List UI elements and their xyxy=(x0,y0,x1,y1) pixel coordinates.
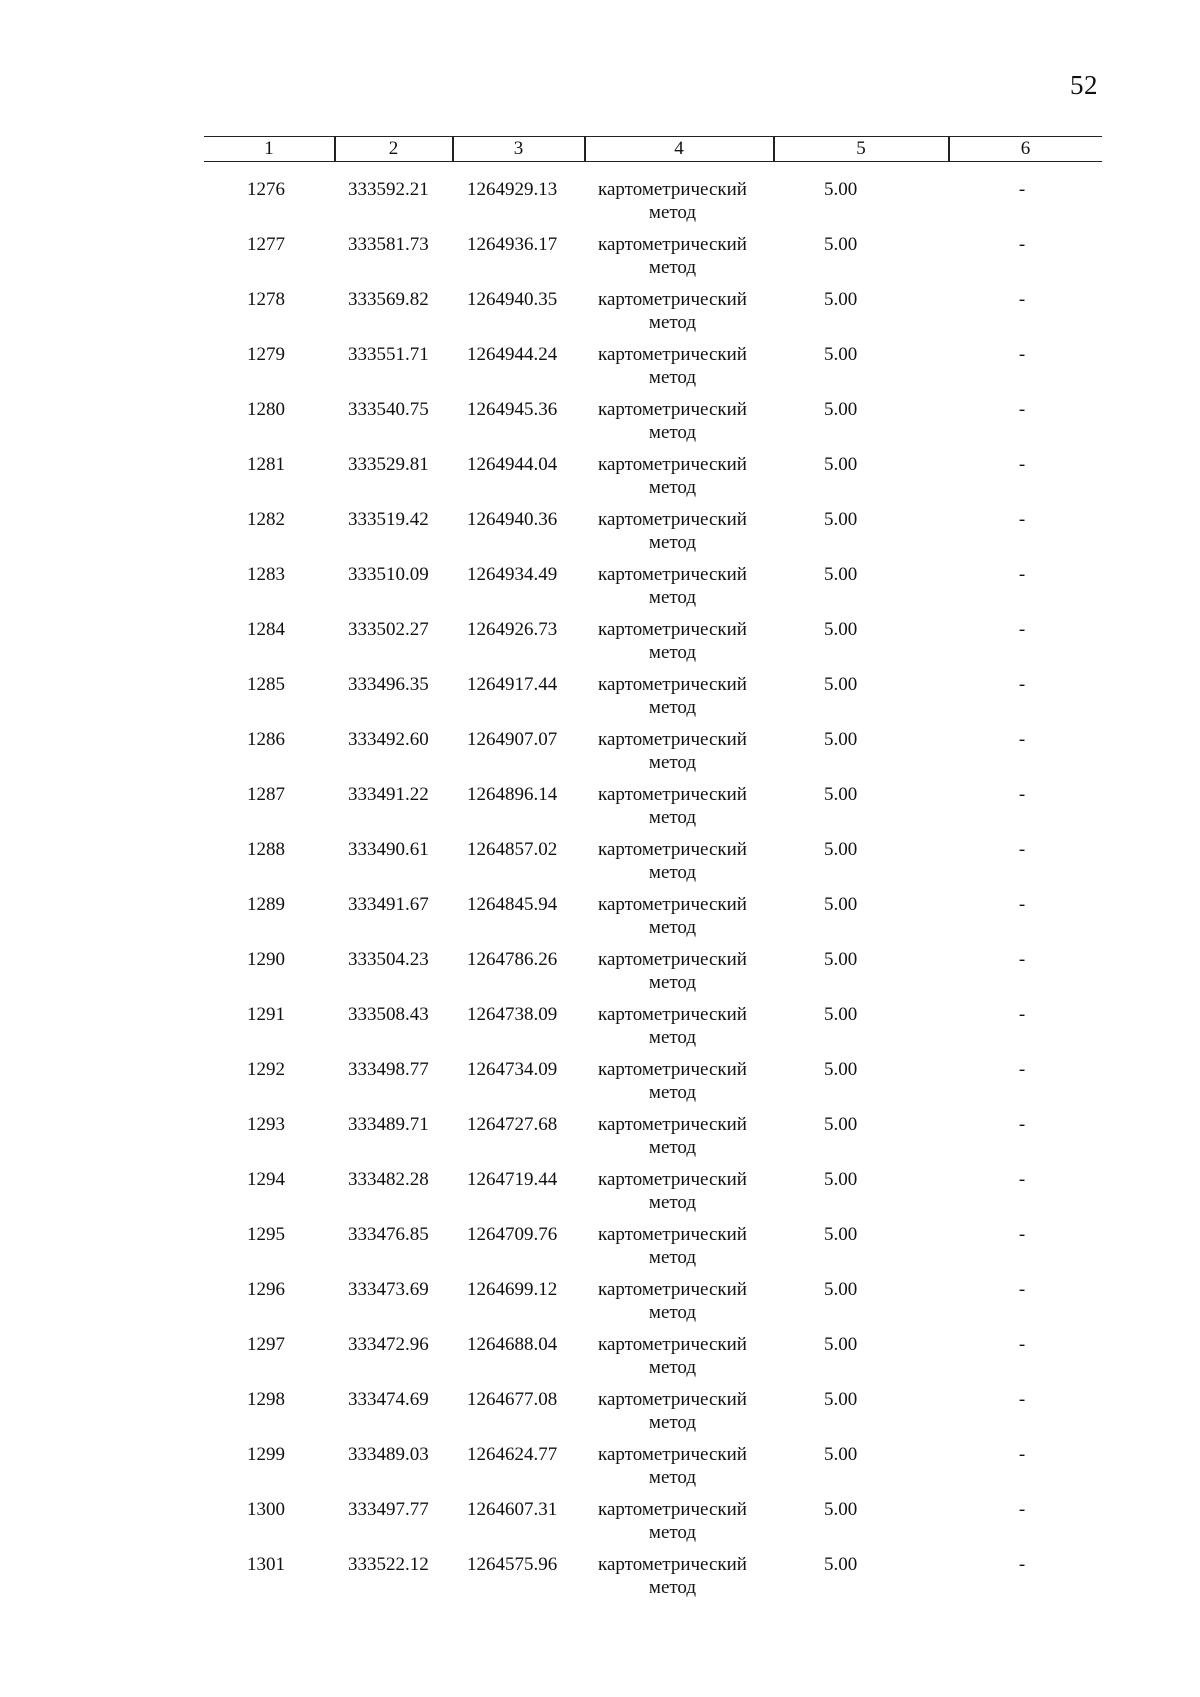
method-line-2: метод xyxy=(648,1412,697,1433)
note-cell: - xyxy=(1018,1444,1026,1465)
y-coordinate-cell: 1264917.44 xyxy=(467,674,558,695)
method-line-1: картометрический xyxy=(598,1169,747,1190)
table-row xyxy=(0,1052,1200,1107)
header-col-3: 3 xyxy=(513,138,524,159)
note-cell: - xyxy=(1018,784,1026,805)
table-row xyxy=(0,392,1200,447)
method-line-1: картометрический xyxy=(598,1224,747,1245)
point-number-cell: 1299 xyxy=(247,1444,285,1465)
point-number-cell: 1300 xyxy=(247,1499,285,1520)
method-cell xyxy=(585,728,760,774)
accuracy-cell: 5.00 xyxy=(824,839,858,860)
method-line-1: картометрический xyxy=(598,1444,747,1465)
accuracy-cell: 5.00 xyxy=(824,399,858,420)
note-cell: - xyxy=(1018,839,1026,860)
method-line-1: картометрический xyxy=(598,399,747,420)
note-cell: - xyxy=(1018,619,1026,640)
method-line-1: картометрический xyxy=(598,674,747,695)
point-number-cell: 1286 xyxy=(247,729,285,750)
table-row xyxy=(0,1437,1200,1492)
accuracy-cell: 5.00 xyxy=(824,179,858,200)
x-coordinate-cell: 333551.71 xyxy=(348,344,429,365)
method-cell xyxy=(585,233,760,279)
table-row xyxy=(0,612,1200,667)
point-number-cell: 1287 xyxy=(247,784,285,805)
method-cell xyxy=(585,838,760,884)
note-cell: - xyxy=(1018,1169,1026,1190)
method-cell xyxy=(585,1003,760,1049)
method-line-1: картометрический xyxy=(598,179,747,200)
note-cell: - xyxy=(1018,564,1026,585)
table-row xyxy=(0,227,1200,282)
point-number-cell: 1289 xyxy=(247,894,285,915)
method-line-2: метод xyxy=(648,1027,697,1048)
point-number-cell: 1297 xyxy=(247,1334,285,1355)
table-row xyxy=(0,942,1200,997)
note-cell: - xyxy=(1018,454,1026,475)
accuracy-cell: 5.00 xyxy=(824,344,858,365)
x-coordinate-cell: 333491.22 xyxy=(348,784,429,805)
table-row xyxy=(0,337,1200,392)
accuracy-cell: 5.00 xyxy=(824,1059,858,1080)
x-coordinate-cell: 333482.28 xyxy=(348,1169,429,1190)
point-number-cell: 1278 xyxy=(247,289,285,310)
y-coordinate-cell: 1264699.12 xyxy=(467,1279,558,1300)
table-row xyxy=(0,777,1200,832)
accuracy-cell: 5.00 xyxy=(824,1169,858,1190)
method-line-2: метод xyxy=(648,257,697,278)
method-cell xyxy=(585,1553,760,1599)
method-line-2: метод xyxy=(648,1082,697,1103)
y-coordinate-cell: 1264940.36 xyxy=(467,509,558,530)
y-coordinate-cell: 1264738.09 xyxy=(467,1004,558,1025)
point-number-cell: 1283 xyxy=(247,564,285,585)
accuracy-cell: 5.00 xyxy=(824,1554,858,1575)
x-coordinate-cell: 333490.61 xyxy=(348,839,429,860)
table-row xyxy=(0,282,1200,337)
table-row xyxy=(0,447,1200,502)
y-coordinate-cell: 1264688.04 xyxy=(467,1334,558,1355)
x-coordinate-cell: 333476.85 xyxy=(348,1224,429,1245)
point-number-cell: 1290 xyxy=(247,949,285,970)
point-number-cell: 1298 xyxy=(247,1389,285,1410)
method-line-2: метод xyxy=(648,587,697,608)
method-line-1: картометрический xyxy=(598,1389,747,1410)
point-number-cell: 1295 xyxy=(247,1224,285,1245)
method-line-1: картометрический xyxy=(598,564,747,585)
point-number-cell: 1280 xyxy=(247,399,285,420)
x-coordinate-cell: 333508.43 xyxy=(348,1004,429,1025)
note-cell: - xyxy=(1018,729,1026,750)
method-cell xyxy=(585,948,760,994)
x-coordinate-cell: 333540.75 xyxy=(348,399,429,420)
method-line-2: метод xyxy=(648,642,697,663)
point-number-cell: 1284 xyxy=(247,619,285,640)
accuracy-cell: 5.00 xyxy=(824,784,858,805)
y-coordinate-cell: 1264786.26 xyxy=(467,949,558,970)
method-line-1: картометрический xyxy=(598,1499,747,1520)
method-line-1: картометрический xyxy=(598,894,747,915)
method-cell xyxy=(585,288,760,334)
x-coordinate-cell: 333496.35 xyxy=(348,674,429,695)
table-row xyxy=(0,1162,1200,1217)
y-coordinate-cell: 1264575.96 xyxy=(467,1554,558,1575)
point-number-cell: 1301 xyxy=(247,1554,285,1575)
method-line-2: метод xyxy=(648,862,697,883)
note-cell: - xyxy=(1018,344,1026,365)
method-line-1: картометрический xyxy=(598,1279,747,1300)
method-line-2: метод xyxy=(648,532,697,553)
x-coordinate-cell: 333592.21 xyxy=(348,179,429,200)
note-cell: - xyxy=(1018,179,1026,200)
method-cell xyxy=(585,508,760,554)
accuracy-cell: 5.00 xyxy=(824,1389,858,1410)
accuracy-cell: 5.00 xyxy=(824,454,858,475)
table-row xyxy=(0,1217,1200,1272)
header-col-5: 5 xyxy=(856,138,866,159)
table-row xyxy=(0,1327,1200,1382)
y-coordinate-cell: 1264936.17 xyxy=(467,234,558,255)
method-line-1: картометрический xyxy=(598,509,747,530)
accuracy-cell: 5.00 xyxy=(824,1444,858,1465)
note-cell: - xyxy=(1018,509,1026,530)
table-row xyxy=(0,557,1200,612)
accuracy-cell: 5.00 xyxy=(824,1004,858,1025)
x-coordinate-cell: 333529.81 xyxy=(348,454,429,475)
note-cell: - xyxy=(1018,949,1026,970)
x-coordinate-cell: 333489.03 xyxy=(348,1444,429,1465)
method-line-2: метод xyxy=(648,1137,697,1158)
note-cell: - xyxy=(1018,1554,1026,1575)
x-coordinate-cell: 333581.73 xyxy=(348,234,429,255)
method-line-2: метод xyxy=(648,1357,697,1378)
y-coordinate-cell: 1264929.13 xyxy=(467,179,558,200)
accuracy-cell: 5.00 xyxy=(824,234,858,255)
y-coordinate-cell: 1264624.77 xyxy=(467,1444,558,1465)
method-cell xyxy=(585,783,760,829)
method-line-2: метод xyxy=(648,1522,697,1543)
accuracy-cell: 5.00 xyxy=(824,1334,858,1355)
note-cell: - xyxy=(1018,1334,1026,1355)
method-cell xyxy=(585,1388,760,1434)
method-line-2: метод xyxy=(648,697,697,718)
method-line-1: картометрический xyxy=(598,234,747,255)
y-coordinate-cell: 1264944.04 xyxy=(467,454,558,475)
table-row xyxy=(0,1492,1200,1547)
method-line-1: картометрический xyxy=(598,454,747,475)
y-coordinate-cell: 1264857.02 xyxy=(467,839,558,860)
method-line-1: картометрический xyxy=(598,1004,747,1025)
method-cell xyxy=(585,398,760,444)
accuracy-cell: 5.00 xyxy=(824,564,858,585)
table-row xyxy=(0,997,1200,1052)
method-line-1: картометрический xyxy=(598,344,747,365)
method-line-2: метод xyxy=(648,972,697,993)
x-coordinate-cell: 333492.60 xyxy=(348,729,429,750)
method-line-2: метод xyxy=(648,1302,697,1323)
x-coordinate-cell: 333522.12 xyxy=(348,1554,429,1575)
x-coordinate-cell: 333498.77 xyxy=(348,1059,429,1080)
point-number-cell: 1281 xyxy=(247,454,285,475)
point-number-cell: 1296 xyxy=(247,1279,285,1300)
note-cell: - xyxy=(1018,1114,1026,1135)
y-coordinate-cell: 1264926.73 xyxy=(467,619,558,640)
point-number-cell: 1294 xyxy=(247,1169,285,1190)
accuracy-cell: 5.00 xyxy=(824,1499,858,1520)
accuracy-cell: 5.00 xyxy=(824,619,858,640)
note-cell: - xyxy=(1018,1059,1026,1080)
note-cell: - xyxy=(1018,234,1026,255)
method-line-2: метод xyxy=(648,312,697,333)
method-line-1: картометрический xyxy=(598,784,747,805)
y-coordinate-cell: 1264719.44 xyxy=(467,1169,558,1190)
method-cell xyxy=(585,893,760,939)
y-coordinate-cell: 1264907.07 xyxy=(467,729,558,750)
method-line-1: картометрический xyxy=(598,839,747,860)
point-number-cell: 1277 xyxy=(247,234,285,255)
table-row xyxy=(0,1382,1200,1437)
method-line-1: картометрический xyxy=(598,1554,747,1575)
header-col-4: 4 xyxy=(674,138,684,159)
note-cell: - xyxy=(1018,674,1026,695)
note-cell: - xyxy=(1018,399,1026,420)
y-coordinate-cell: 1264727.68 xyxy=(467,1114,558,1135)
header-col-2: 2 xyxy=(388,138,399,159)
note-cell: - xyxy=(1018,289,1026,310)
method-line-2: метод xyxy=(648,807,697,828)
method-line-2: метод xyxy=(648,367,697,388)
method-line-1: картометрический xyxy=(598,949,747,970)
method-cell xyxy=(585,1058,760,1104)
method-line-2: метод xyxy=(648,752,697,773)
table-row xyxy=(0,1547,1200,1602)
y-coordinate-cell: 1264944.24 xyxy=(467,344,558,365)
method-line-2: метод xyxy=(648,1247,697,1268)
method-line-2: метод xyxy=(648,202,697,223)
method-cell xyxy=(585,178,760,224)
note-cell: - xyxy=(1018,1279,1026,1300)
method-line-2: метод xyxy=(648,1577,697,1598)
y-coordinate-cell: 1264677.08 xyxy=(467,1389,558,1410)
method-cell xyxy=(585,673,760,719)
y-coordinate-cell: 1264945.36 xyxy=(467,399,558,420)
x-coordinate-cell: 333472.96 xyxy=(348,1334,429,1355)
accuracy-cell: 5.00 xyxy=(824,1224,858,1245)
x-coordinate-cell: 333510.09 xyxy=(348,564,429,585)
header-col-1: 1 xyxy=(264,138,274,159)
table-row xyxy=(0,832,1200,887)
x-coordinate-cell: 333502.27 xyxy=(348,619,429,640)
method-line-1: картометрический xyxy=(598,729,747,750)
accuracy-cell: 5.00 xyxy=(824,1114,858,1135)
point-number-cell: 1276 xyxy=(247,179,285,200)
table-row xyxy=(0,1272,1200,1327)
table-body xyxy=(0,172,1200,1602)
accuracy-cell: 5.00 xyxy=(824,289,858,310)
note-cell: - xyxy=(1018,894,1026,915)
accuracy-cell: 5.00 xyxy=(824,674,858,695)
method-cell xyxy=(585,1113,760,1159)
point-number-cell: 1288 xyxy=(247,839,285,860)
point-number-cell: 1279 xyxy=(247,344,285,365)
method-line-2: метод xyxy=(648,422,697,443)
method-line-1: картометрический xyxy=(598,619,747,640)
method-cell xyxy=(585,453,760,499)
method-cell xyxy=(585,1168,760,1214)
page-number: 52 xyxy=(1070,70,1098,100)
y-coordinate-cell: 1264940.35 xyxy=(467,289,558,310)
y-coordinate-cell: 1264734.09 xyxy=(467,1059,558,1080)
table-row xyxy=(0,667,1200,722)
method-cell xyxy=(585,343,760,389)
method-line-2: метод xyxy=(648,1467,697,1488)
table-header xyxy=(204,136,1102,162)
x-coordinate-cell: 333569.82 xyxy=(348,289,429,310)
method-cell xyxy=(585,618,760,664)
x-coordinate-cell: 333473.69 xyxy=(348,1279,429,1300)
header-col-6: 6 xyxy=(1020,138,1031,159)
y-coordinate-cell: 1264607.31 xyxy=(467,1499,558,1520)
point-number-cell: 1293 xyxy=(247,1114,285,1135)
method-cell xyxy=(585,563,760,609)
method-cell xyxy=(585,1333,760,1379)
x-coordinate-cell: 333519.42 xyxy=(348,509,429,530)
method-cell xyxy=(585,1443,760,1489)
table-row xyxy=(0,722,1200,777)
y-coordinate-cell: 1264845.94 xyxy=(467,894,558,915)
point-number-cell: 1282 xyxy=(247,509,285,530)
accuracy-cell: 5.00 xyxy=(824,1279,858,1300)
accuracy-cell: 5.00 xyxy=(824,949,858,970)
x-coordinate-cell: 333504.23 xyxy=(348,949,429,970)
y-coordinate-cell: 1264709.76 xyxy=(467,1224,558,1245)
note-cell: - xyxy=(1018,1499,1026,1520)
method-cell xyxy=(585,1498,760,1544)
method-line-1: картометрический xyxy=(598,1059,747,1080)
note-cell: - xyxy=(1018,1389,1026,1410)
table-row xyxy=(0,172,1200,227)
x-coordinate-cell: 333474.69 xyxy=(348,1389,429,1410)
table-row xyxy=(0,887,1200,942)
y-coordinate-cell: 1264934.49 xyxy=(467,564,558,585)
method-line-2: метод xyxy=(648,917,697,938)
note-cell: - xyxy=(1018,1004,1026,1025)
note-cell: - xyxy=(1018,1224,1026,1245)
method-line-1: картометрический xyxy=(598,289,747,310)
method-line-2: метод xyxy=(648,477,697,498)
point-number-cell: 1285 xyxy=(247,674,285,695)
accuracy-cell: 5.00 xyxy=(824,729,858,750)
y-coordinate-cell: 1264896.14 xyxy=(467,784,558,805)
table-row xyxy=(0,1107,1200,1162)
method-line-1: картометрический xyxy=(598,1334,747,1355)
method-line-1: картометрический xyxy=(598,1114,747,1135)
accuracy-cell: 5.00 xyxy=(824,894,858,915)
method-cell xyxy=(585,1223,760,1269)
table-row xyxy=(0,502,1200,557)
x-coordinate-cell: 333497.77 xyxy=(348,1499,429,1520)
method-cell xyxy=(585,1278,760,1324)
point-number-cell: 1292 xyxy=(247,1059,285,1080)
point-number-cell: 1291 xyxy=(247,1004,285,1025)
method-line-2: метод xyxy=(648,1192,697,1213)
accuracy-cell: 5.00 xyxy=(824,509,858,530)
x-coordinate-cell: 333491.67 xyxy=(348,894,429,915)
x-coordinate-cell: 333489.71 xyxy=(348,1114,429,1135)
